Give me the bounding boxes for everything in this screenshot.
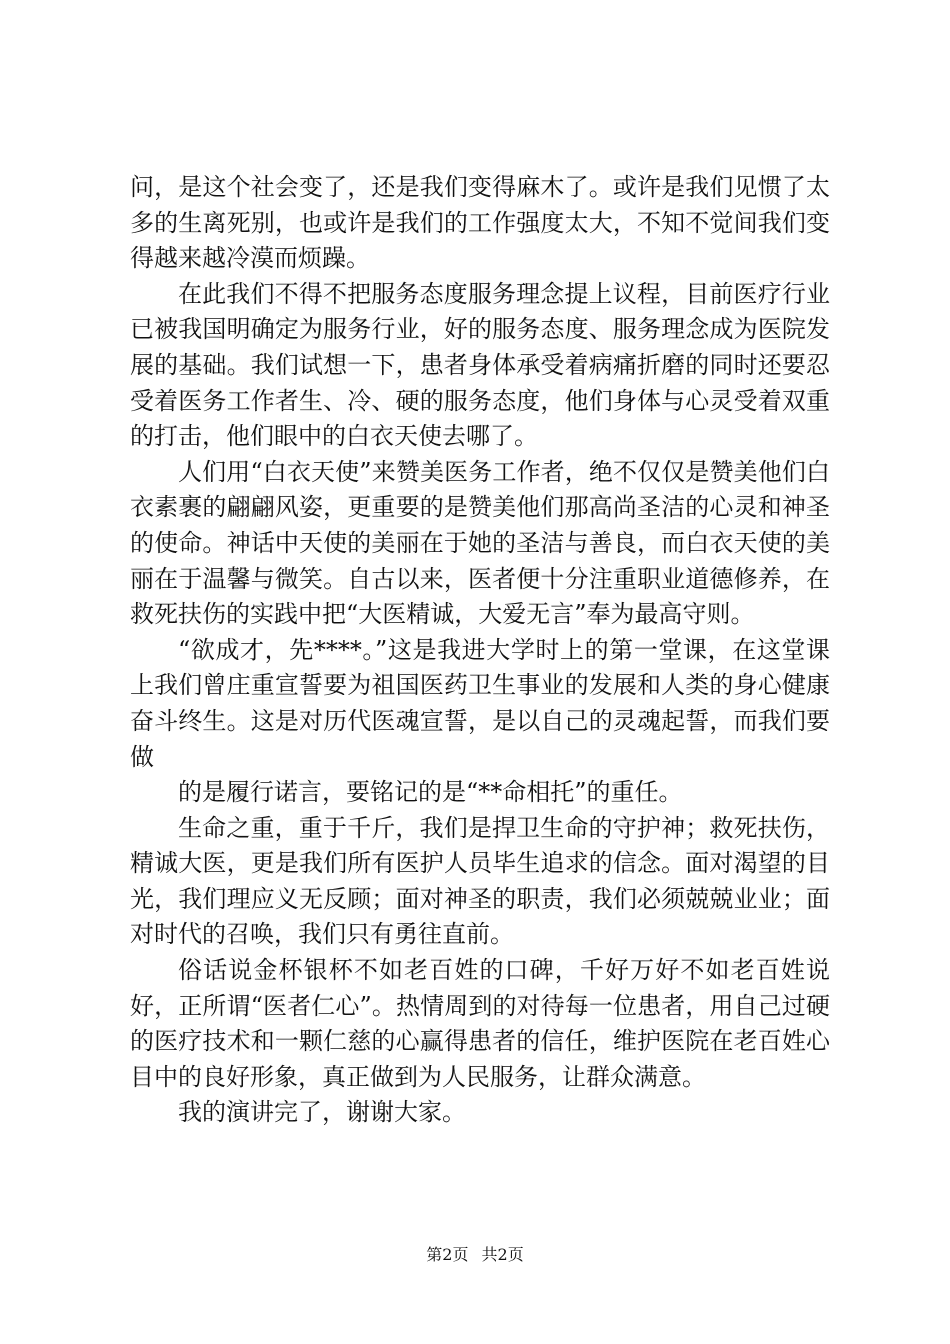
document-body xyxy=(130,170,830,1131)
page-number-current: 第2页 xyxy=(426,1245,469,1264)
paragraph-closing: 我的演讲完了，谢谢大家。 xyxy=(178,1098,466,1127)
paragraph-white-angel: 人们用“白衣天使”来赞美医务工作者，绝不仅仅是赞美他们白衣素裹的翩翩风姿，更重要的是赞美他们那高尚圣洁的心灵和神圣的使命。神话中天使的美丽在于她的圣洁与善良，而白衣天使的美丽在于温馨与微笑。自古以来，医者便十分注重职业道德修养，在救死扶伤的实践中把“大医精诚，大爱无言”奉为最高守则。 xyxy=(130,457,830,629)
paragraph-promise: 的是履行诺言，要铭记的是“**命相托”的重任。 xyxy=(178,778,683,807)
paragraph-life: 生命之重，重于千斤，我们是捍卫生命的守护神；救死扶伤，精诚大医，更是我们所有医护人员毕生追求的信念。面对渴望的目光，我们理应义无反顾；面对神圣的职责，我们必须兢兢业业；面对时代的召唤，我们只有勇往直前。 xyxy=(130,813,830,949)
paragraph-reputation: 俗话说金杯银杯不如老百姓的口碑，千好万好不如老百姓说好，正所谓“医者仁心”。热情周到的对待每一位患者，用自己过硬的医疗技术和一颗仁慈的心赢得患者的信任，维护医院在老百姓心目中的良好形象，真正做到为人民服务，让群众满意。 xyxy=(130,956,830,1091)
page-number-total: 共2页 xyxy=(481,1245,524,1264)
paragraph-oath: “欲成才，先****。”这是我进大学时上的第一堂课，在这堂课上我们曾庄重宣誓要为祖国医药卫生事业的发展和人类的身心健康奋斗终生。这是对历代医魂宣誓，是以自己的灵魂起誓，而我们要做 xyxy=(130,635,830,771)
paragraph-service-attitude: 在此我们不得不把服务态度服务理念提上议程，目前医疗行业已被我国明确定为服务行业，好的服务态度、服务理念成为医院发展的基础。我们试想一下，患者身体承受着病痛折磨的同时还要忍受着医务工作者生、冷、硬的服务态度，他们身体与心灵受着双重的打击，他们眼中的白衣天使去哪了。 xyxy=(130,279,830,451)
page-footer xyxy=(0,1245,950,1265)
paragraph-continuation: 问，是这个社会变了，还是我们变得麻木了。或许是我们见惯了太多的生离死别，也或许是我们的工作强度太大，不知不觉间我们变得越来越冷漠而烦躁。 xyxy=(130,173,830,273)
